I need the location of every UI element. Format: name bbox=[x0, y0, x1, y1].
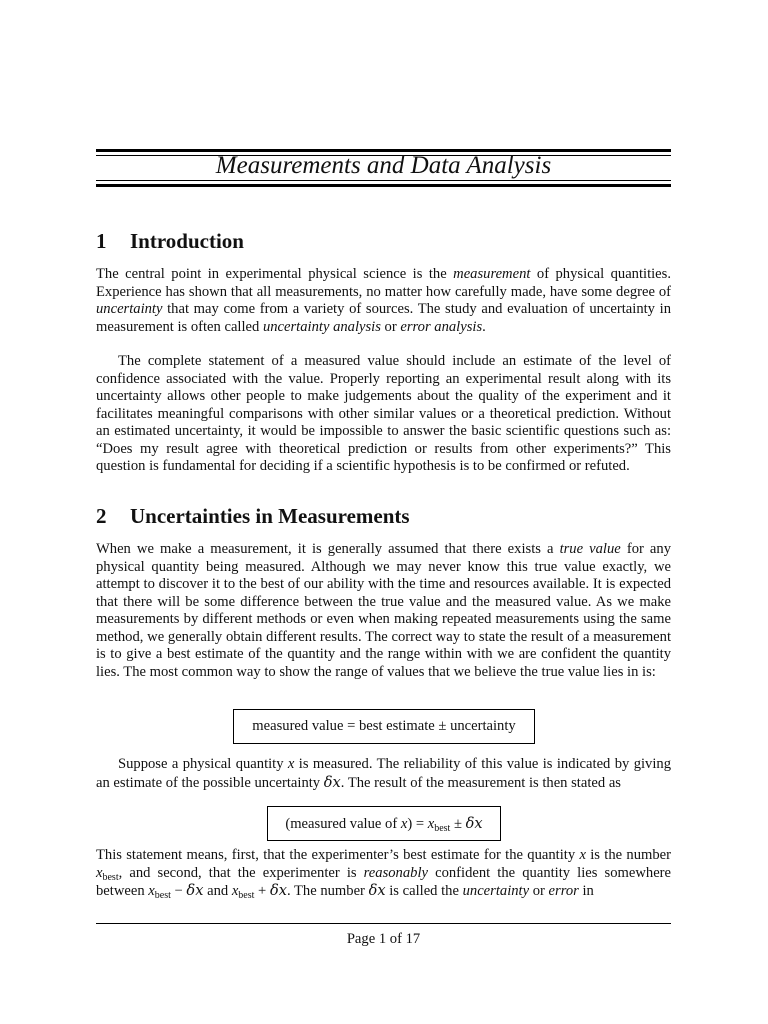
section-2-heading bbox=[96, 503, 410, 529]
page-number: Page 1 of 17 bbox=[346, 931, 421, 947]
footer-rule bbox=[96, 923, 671, 924]
paragraph-uncertainty-3: This statement means, first, that the experimenter’s best estimate for the quantity x is the number $x_{best}$, and second, that the experimenter is reasonably confident the quantity lies somewhere between $x_{best} - \delta x$ and $x_{best} + \delta x$. The number δx is called the uncertainty or error in bbox=[96, 847, 672, 901]
section-number: 2 bbox=[96, 504, 107, 528]
equation-box-measured-value: measured value = best estimate ± uncertainty bbox=[233, 709, 535, 744]
section-title: Uncertainties in Measurements bbox=[130, 504, 410, 528]
equation-box-x-best: (measured value of $x) = x_{best} \pm \delta x$ bbox=[267, 806, 501, 841]
section-number: 1 bbox=[96, 229, 107, 253]
paragraph-uncertainty-2: Suppose a physical quantity x is measured. The reliability of this value is indicated by giving an estimate of the possible uncertainty δx. The result of the measurement is then stated as bbox=[96, 756, 671, 791]
document-title: Measurements and Data Analysis bbox=[215, 152, 552, 179]
paragraph-intro-2: The complete statement of a measured value should include an estimate of the level of confidence associated with the value. Properly reporting an experimental result along with its uncertainty allows other people to make judgements about the quality of the experiment and it facilitates meaningful comparisons with other similar values or a theoretical prediction. Without an estimated uncertainty, it would be impossible to answer the basic scientific questions such as: “Does my result agree with theoretical prediction or results from other experiments?” This question is fundamental for deciding if a scientific hypothesis is to be confirmed or refuted. bbox=[96, 353, 671, 474]
title-rule-bottom-thin bbox=[96, 180, 671, 181]
section-1-heading bbox=[96, 228, 244, 254]
paragraph-uncertainty-1: When we make a measurement, it is generally assumed that there exists a true value for any physical quantity being measured. Although we may never know this true value exactly, we attempt to discover it to the best of our ability with the time and resources available. It is expected that there will be some difference between the true value and the measured value. As we make measurements by different methods or even when making repeated measurements using the same method, we generally obtain different results. The correct way to state the result of a measurement is to give a best estimate of the quantity and the range within with we are confident the quantity lies. The most common way to show the range of values that we believe the true value lies in is: bbox=[96, 541, 672, 680]
paragraph-intro-1: The central point in experimental physical science is the measurement of physical quantities. Experience has shown that all measurements, no matter how carefully made, have some degree of uncertainty that may come from a variety of sources. The study and evaluation of uncertainty in measurement is often called uncertainty analysis or error analysis. bbox=[96, 266, 671, 335]
title-rule-bottom bbox=[96, 184, 671, 187]
document-page bbox=[96, 0, 671, 1024]
section-title: Introduction bbox=[130, 229, 244, 253]
